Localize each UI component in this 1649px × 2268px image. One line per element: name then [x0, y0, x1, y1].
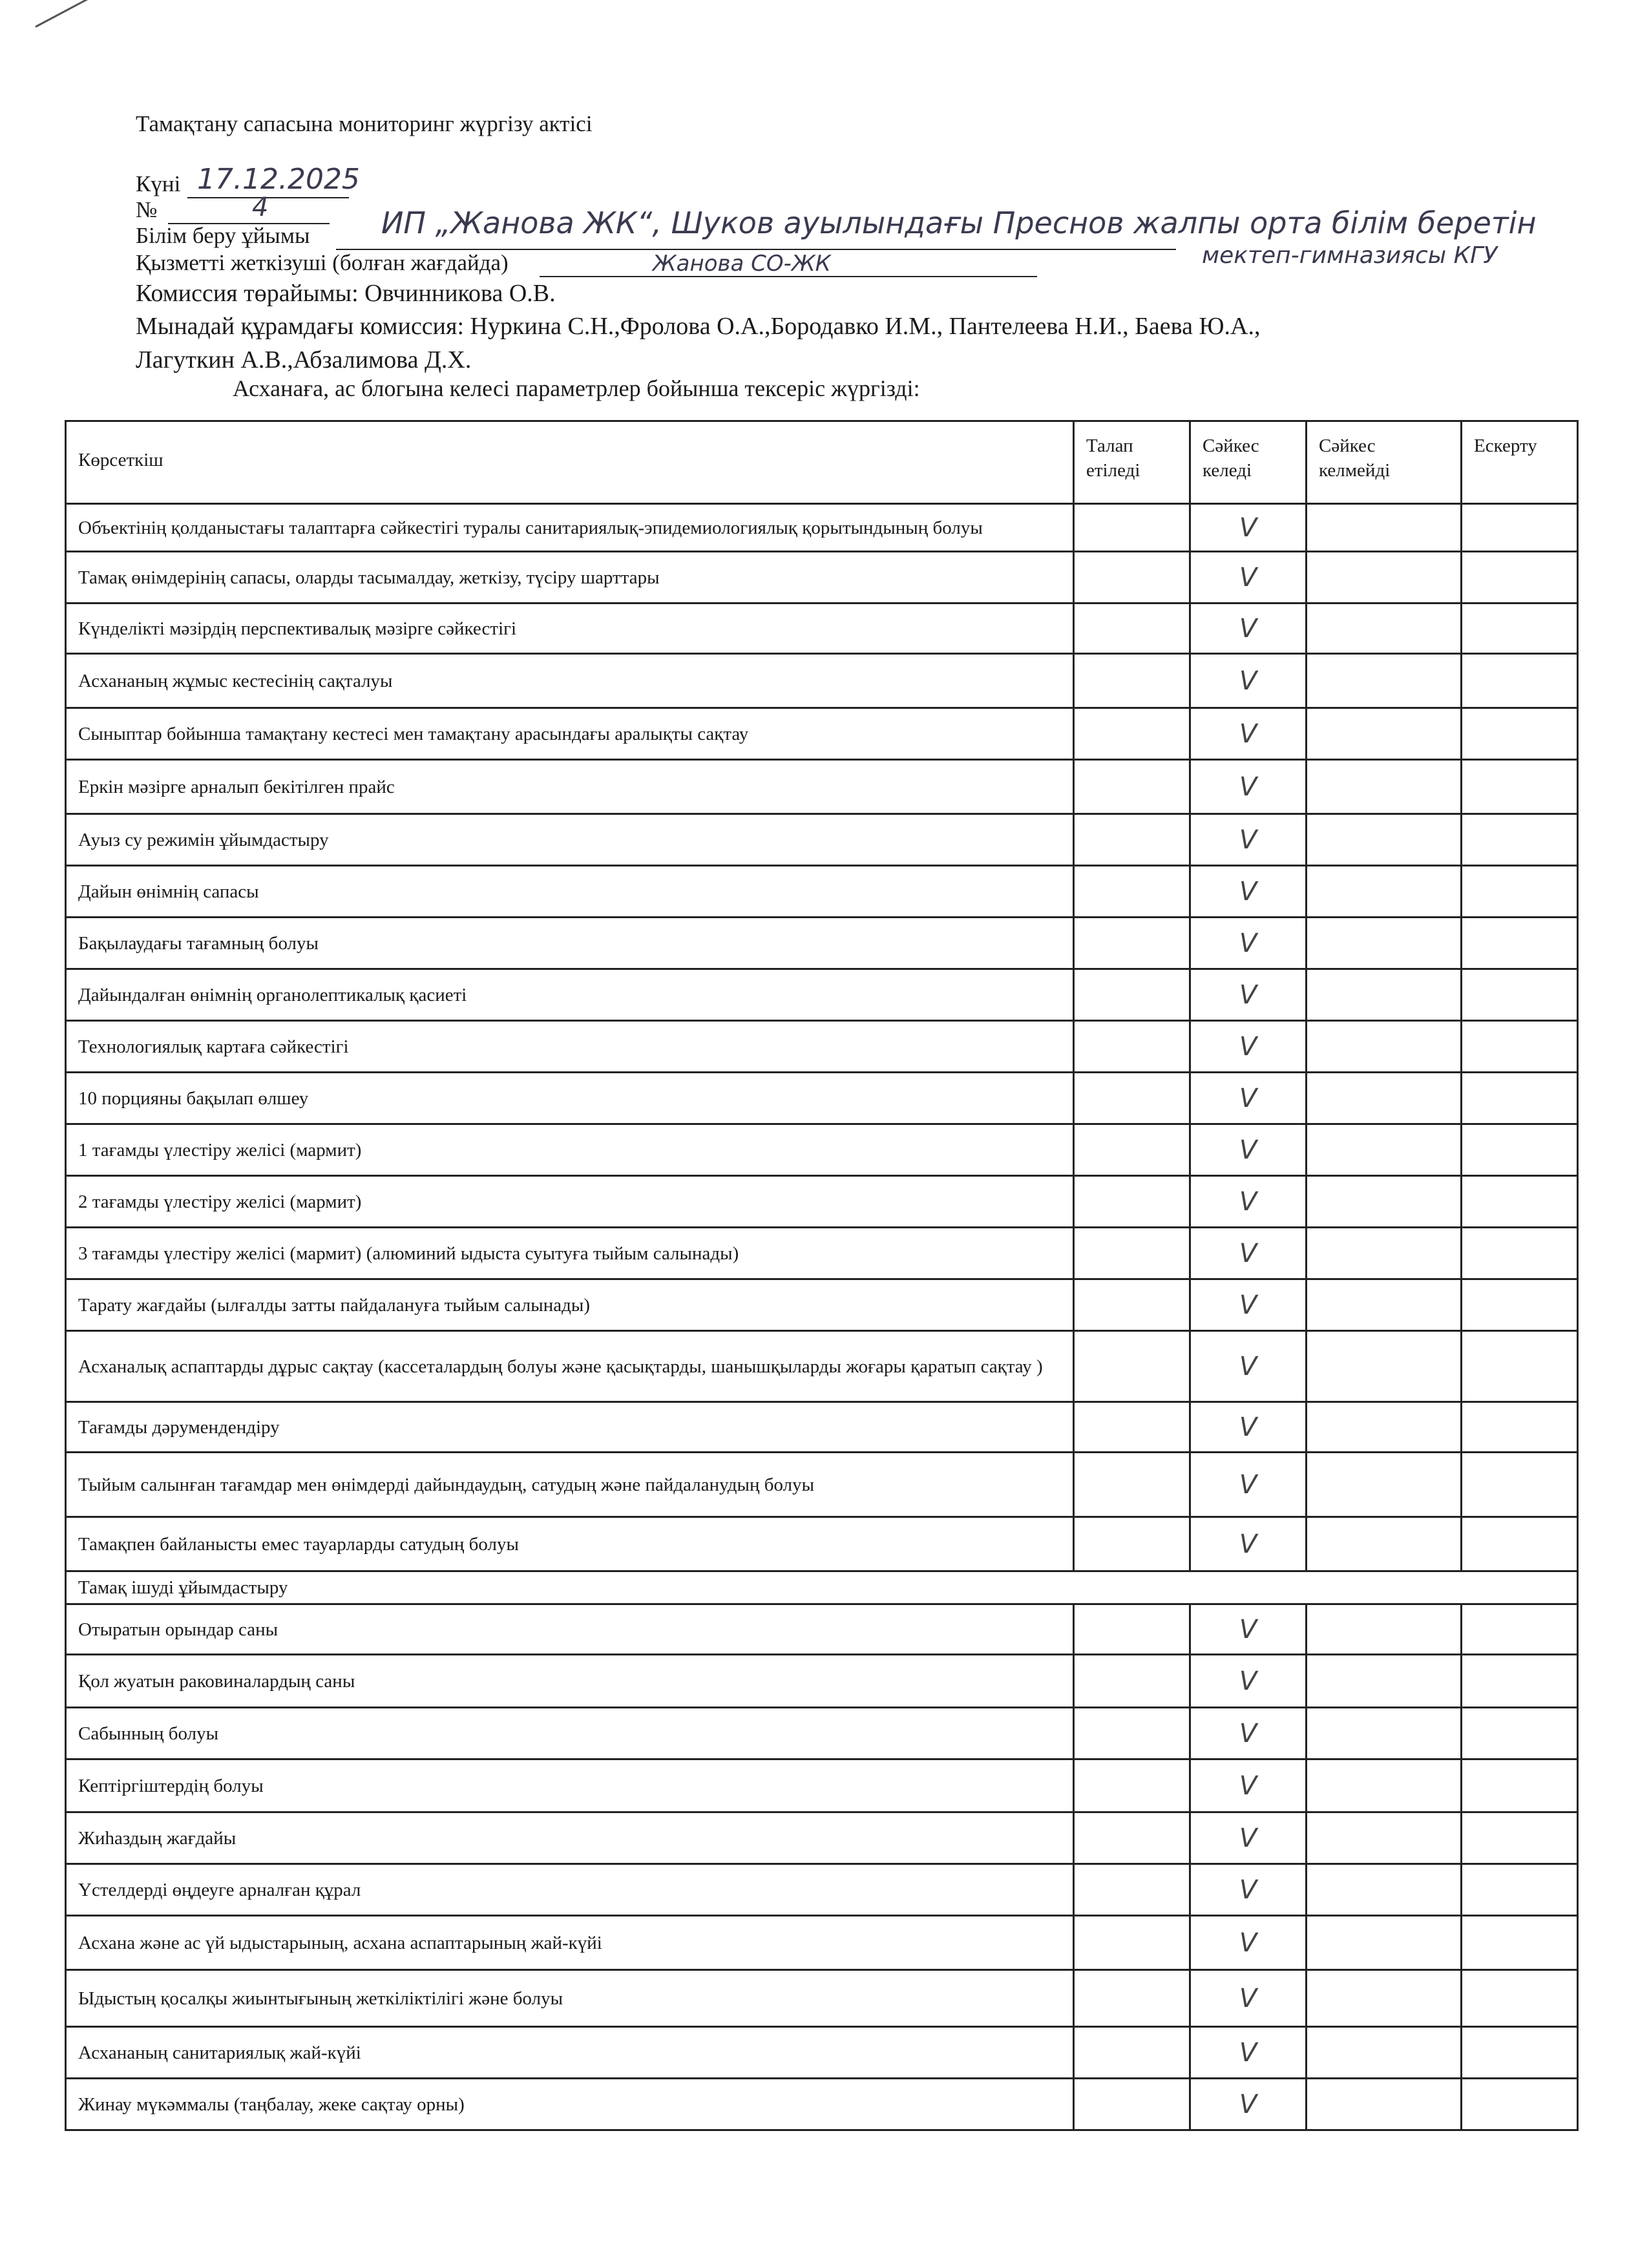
compliant-checkmark: V [1190, 1812, 1307, 1864]
table-row [66, 918, 1578, 969]
commission-members-line2: Лагуткин А.В.,Абзалимова Д.Х. [136, 346, 472, 373]
note-cell [1462, 1021, 1578, 1073]
indicator-cell: Жинау мүкәммалы (таңбалау, жеке сақтау орны) [66, 2079, 1074, 2130]
supplier-label: Қызметті жеткізуші (болған жағдайда) [136, 250, 509, 275]
compliant-checkmark: V [1190, 918, 1307, 969]
note-cell [1462, 552, 1578, 604]
note-cell [1462, 1517, 1578, 1571]
table-row [66, 1708, 1578, 1759]
noncompliant-cell [1307, 918, 1462, 969]
note-cell [1462, 1708, 1578, 1759]
required-cell [1074, 1073, 1190, 1124]
noncompliant-cell [1307, 1453, 1462, 1517]
note-cell [1462, 708, 1578, 760]
required-cell [1074, 760, 1190, 814]
table-row [66, 814, 1578, 866]
note-cell [1462, 969, 1578, 1021]
required-cell [1074, 1916, 1190, 1970]
indicator-cell: Объектінің қолданыстағы талаптарға сәйкестігі туралы санитариялық-эпидемиологиялық қорытындының болуы [66, 504, 1074, 552]
noncompliant-cell [1307, 504, 1462, 552]
section-label: Тамақ ішуді ұйымдастыру [66, 1571, 1578, 1604]
required-cell [1074, 1970, 1190, 2027]
required-cell [1074, 1812, 1190, 1864]
note-cell [1462, 1970, 1578, 2027]
indicator-cell: Отыратын орындар саны [66, 1604, 1074, 1655]
noncompliant-cell [1307, 1604, 1462, 1655]
indicator-cell: Ауыз су режимін ұйымдастыру [66, 814, 1074, 866]
table-row [66, 760, 1578, 814]
indicator-cell: Жиhаздың жағдайы [66, 1812, 1074, 1864]
commission-members-line1: Мынадай құрамдағы комиссия: Нуркина С.Н.,Фролова О.А.,Бородавко И.М., Пантелеева Н.И., Баева Ю.А., [136, 313, 1261, 340]
note-cell [1462, 504, 1578, 552]
compliant-checkmark: V [1190, 814, 1307, 866]
required-cell [1074, 2027, 1190, 2079]
table-row [66, 708, 1578, 760]
noncompliant-cell [1307, 1759, 1462, 1812]
indicator-cell: Қол жуатын раковиналардың саны [66, 1655, 1074, 1708]
table-row [66, 969, 1578, 1021]
table-row [66, 1453, 1578, 1517]
table-row [66, 2079, 1578, 2130]
org-value-line2: мектеп-гимназиясы КГУ [1202, 242, 1498, 269]
indicator-cell: Үстелдерді өңдеуге арналған құрал [66, 1864, 1074, 1916]
indicator-cell: Тарату жағдайы (ылғалды затты пайдалануға тыйым салынады) [66, 1279, 1074, 1331]
required-cell [1074, 708, 1190, 760]
required-cell [1074, 969, 1190, 1021]
header-noncompliant: Сәйкес келмейді [1307, 421, 1462, 504]
note-cell [1462, 1124, 1578, 1176]
section-row [66, 1571, 1578, 1604]
required-cell [1074, 1402, 1190, 1453]
compliant-checkmark: V [1190, 708, 1307, 760]
indicator-cell: Кептіргіштердің болуы [66, 1759, 1074, 1812]
compliant-checkmark: V [1190, 2079, 1307, 2130]
required-cell [1074, 1228, 1190, 1279]
indicator-cell: 2 тағамды үлестіру желісі (мармит) [66, 1176, 1074, 1228]
compliant-checkmark: V [1190, 604, 1307, 654]
note-cell [1462, 2027, 1578, 2079]
compliant-checkmark: V [1190, 1176, 1307, 1228]
org-value-line1: ИП „Жанова ЖК“, Шуков ауылындағы Преснов жалпы орта білім беретін [381, 205, 1537, 240]
noncompliant-cell [1307, 866, 1462, 918]
required-cell [1074, 1604, 1190, 1655]
indicator-cell: Дайын өнімнің сапасы [66, 866, 1074, 918]
number-label: № [136, 197, 158, 222]
noncompliant-cell [1307, 814, 1462, 866]
header-compliant: Сәйкес келеді [1190, 421, 1307, 504]
indicator-cell: Сабынның болуы [66, 1708, 1074, 1759]
noncompliant-cell [1307, 1331, 1462, 1402]
compliant-checkmark: V [1190, 760, 1307, 814]
noncompliant-cell [1307, 1228, 1462, 1279]
header-indicator: Көрсеткіш [66, 421, 1074, 504]
table-row [66, 1759, 1578, 1812]
table-row [66, 1331, 1578, 1402]
compliant-checkmark: V [1190, 1864, 1307, 1916]
note-cell [1462, 1864, 1578, 1916]
noncompliant-cell [1307, 1970, 1462, 2027]
compliant-checkmark: V [1190, 1402, 1307, 1453]
noncompliant-cell [1307, 1708, 1462, 1759]
noncompliant-cell [1307, 2027, 1462, 2079]
noncompliant-cell [1307, 552, 1462, 604]
note-cell [1462, 1176, 1578, 1228]
required-cell [1074, 814, 1190, 866]
table-row [66, 1864, 1578, 1916]
compliant-checkmark: V [1190, 1604, 1307, 1655]
required-cell [1074, 1864, 1190, 1916]
table-row [66, 1916, 1578, 1970]
required-cell [1074, 918, 1190, 969]
date-value: 17.12.2025 [197, 163, 360, 196]
pen-mark [35, 0, 90, 28]
note-cell [1462, 1331, 1578, 1402]
note-cell [1462, 1228, 1578, 1279]
compliant-checkmark: V [1190, 1021, 1307, 1073]
table-row [66, 1402, 1578, 1453]
noncompliant-cell [1307, 1655, 1462, 1708]
noncompliant-cell [1307, 1864, 1462, 1916]
required-cell [1074, 1176, 1190, 1228]
compliant-checkmark: V [1190, 1708, 1307, 1759]
indicator-cell: Ыдыстың қосалқы жиынтығының жеткіліктілігі және болуы [66, 1970, 1074, 2027]
indicator-cell: Технологиялық картаға сәйкестігі [66, 1021, 1074, 1073]
noncompliant-cell [1307, 969, 1462, 1021]
note-cell [1462, 1073, 1578, 1124]
noncompliant-cell [1307, 708, 1462, 760]
table-row [66, 1970, 1578, 2027]
compliant-checkmark: V [1190, 1279, 1307, 1331]
indicator-cell: Күнделікті мәзірдің перспективалық мәзірге сәйкестігі [66, 604, 1074, 654]
compliant-checkmark: V [1190, 1073, 1307, 1124]
noncompliant-cell [1307, 1916, 1462, 1970]
note-cell [1462, 760, 1578, 814]
compliant-checkmark: V [1190, 2027, 1307, 2079]
table-header-row [66, 421, 1578, 504]
compliant-checkmark: V [1190, 504, 1307, 552]
note-cell [1462, 1402, 1578, 1453]
required-cell [1074, 1279, 1190, 1331]
noncompliant-cell [1307, 1073, 1462, 1124]
table-row [66, 1655, 1578, 1708]
indicator-cell: Еркін мәзірге арналып бекітілген прайс [66, 760, 1074, 814]
note-cell [1462, 2079, 1578, 2130]
indicator-cell: Тыйым салынған тағамдар мен өнімдерді дайындаудың, сатудың және пайдаланудың болуы [66, 1453, 1074, 1517]
compliant-checkmark: V [1190, 1453, 1307, 1517]
required-cell [1074, 1655, 1190, 1708]
indicator-cell: Асхананың жұмыс кестесінің сақталуы [66, 654, 1074, 708]
table-row [66, 1124, 1578, 1176]
note-cell [1462, 1279, 1578, 1331]
required-cell [1074, 504, 1190, 552]
required-cell [1074, 1021, 1190, 1073]
compliant-checkmark: V [1190, 1655, 1307, 1708]
table-row [66, 604, 1578, 654]
required-cell [1074, 552, 1190, 604]
required-cell [1074, 1124, 1190, 1176]
note-cell [1462, 866, 1578, 918]
indicator-cell: 3 тағамды үлестіру желісі (мармит) (алюминий ыдыста суытуға тыйым салынады) [66, 1228, 1074, 1279]
number-value: 4 [252, 193, 269, 222]
compliant-checkmark: V [1190, 1228, 1307, 1279]
table-row [66, 1228, 1578, 1279]
compliant-checkmark: V [1190, 654, 1307, 708]
table-row [66, 654, 1578, 708]
noncompliant-cell [1307, 1812, 1462, 1864]
note-cell [1462, 654, 1578, 708]
indicator-cell: Тағамды дәрумендендіру [66, 1402, 1074, 1453]
indicator-cell: Тамақпен байланысты емес тауарларды сатудың болуы [66, 1517, 1074, 1571]
indicator-cell: Дайындалған өнімнің органолептикалық қасиеті [66, 969, 1074, 1021]
compliant-checkmark: V [1190, 866, 1307, 918]
note-cell [1462, 1453, 1578, 1517]
compliant-checkmark: V [1190, 1970, 1307, 2027]
table-row [66, 866, 1578, 918]
table-row [66, 552, 1578, 604]
note-cell [1462, 604, 1578, 654]
table-row [66, 1176, 1578, 1228]
header-note: Ескерту [1462, 421, 1578, 504]
required-cell [1074, 1759, 1190, 1812]
note-cell [1462, 1604, 1578, 1655]
required-cell [1074, 654, 1190, 708]
indicator-cell: Асханалық аспаптарды дұрыс сақтау (кассеталардың болуы және қасықтарды, шанышқыларды жоғары қаратып сақтау ) [66, 1331, 1074, 1402]
noncompliant-cell [1307, 1517, 1462, 1571]
required-cell [1074, 2079, 1190, 2130]
compliant-checkmark: V [1190, 1124, 1307, 1176]
date-label: Күні [136, 171, 181, 196]
noncompliant-cell [1307, 1021, 1462, 1073]
noncompliant-cell [1307, 604, 1462, 654]
indicator-cell: 10 порцияны бақылап өлшеу [66, 1073, 1074, 1124]
noncompliant-cell [1307, 1124, 1462, 1176]
noncompliant-cell [1307, 760, 1462, 814]
indicator-cell: Асхана және ас үй ыдыстарының, асхана аспаптарының жай-күйі [66, 1916, 1074, 1970]
indicator-cell: Тамақ өнімдерінің сапасы, оларды тасымалдау, жеткізу, түсіру шарттары [66, 552, 1074, 604]
table-row [66, 1073, 1578, 1124]
supplier-value: Жанова СО-ЖК [653, 251, 831, 277]
required-cell [1074, 1708, 1190, 1759]
note-cell [1462, 1812, 1578, 1864]
required-cell [1074, 1517, 1190, 1571]
noncompliant-cell [1307, 1176, 1462, 1228]
note-cell [1462, 918, 1578, 969]
note-cell [1462, 1916, 1578, 1970]
compliant-checkmark: V [1190, 1916, 1307, 1970]
table-row [66, 1021, 1578, 1073]
org-label: Білім беру ұйымы [136, 223, 310, 248]
required-cell [1074, 1331, 1190, 1402]
required-cell [1074, 1453, 1190, 1517]
commission-chair: Комиссия төрайымы: Овчинникова О.В. [136, 280, 556, 307]
document-title: Тамақтану сапасына мониторинг жүргізу актісі [136, 111, 593, 136]
compliant-checkmark: V [1190, 552, 1307, 604]
note-cell [1462, 1759, 1578, 1812]
table-row [66, 1279, 1578, 1331]
compliant-checkmark: V [1190, 1759, 1307, 1812]
compliant-checkmark: V [1190, 1331, 1307, 1402]
noncompliant-cell [1307, 654, 1462, 708]
note-cell [1462, 814, 1578, 866]
table-row [66, 1517, 1578, 1571]
compliant-checkmark: V [1190, 969, 1307, 1021]
noncompliant-cell [1307, 1279, 1462, 1331]
noncompliant-cell [1307, 1402, 1462, 1453]
inspection-intro: Асханаға, ас блогына келесі параметрлер бойынша тексеріс жүргізді: [233, 375, 920, 401]
noncompliant-cell [1307, 2079, 1462, 2130]
table-row [66, 2027, 1578, 2079]
indicator-cell: Сыныптар бойынша тамақтану кестесі мен тамақтану арасындағы аралықты сақтау [66, 708, 1074, 760]
note-cell [1462, 1655, 1578, 1708]
indicator-cell: Асхананың санитариялық жай-күйі [66, 2027, 1074, 2079]
table-row [66, 504, 1578, 552]
indicator-cell: 1 тағамды үлестіру желісі (мармит) [66, 1124, 1074, 1176]
compliant-checkmark: V [1190, 1517, 1307, 1571]
table-row [66, 1604, 1578, 1655]
table-row [66, 1812, 1578, 1864]
header-required: Талап етіледі [1074, 421, 1190, 504]
required-cell [1074, 604, 1190, 654]
monitoring-table [65, 420, 1579, 2131]
required-cell [1074, 866, 1190, 918]
indicator-cell: Бақылаудағы тағамның болуы [66, 918, 1074, 969]
